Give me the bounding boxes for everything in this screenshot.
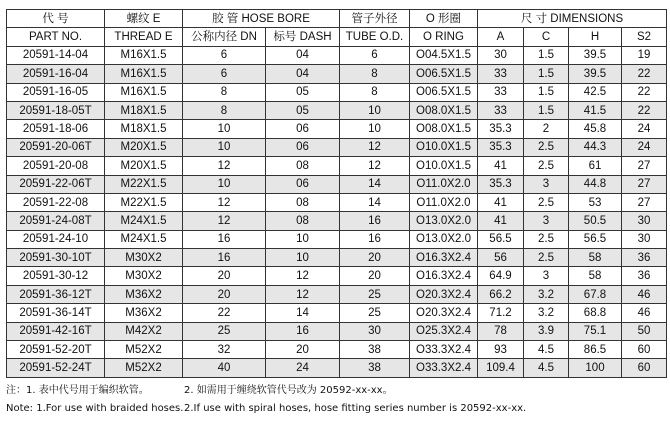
note-en-1: Note: 1.For use with braided hoses.: [6, 402, 184, 414]
cell-dn: 10: [183, 175, 266, 193]
cell-c: 2.5: [524, 157, 569, 175]
table-row: [7, 359, 667, 377]
header-a: A: [478, 28, 524, 46]
cell-part-no: 20591-14-04: [7, 46, 105, 64]
cell-h: 58: [569, 267, 622, 285]
cell-o-ring: O11.0X2.0: [410, 175, 478, 193]
cell-h: 41.5: [569, 101, 622, 119]
cell-o-ring: O10.0X1.5: [410, 157, 478, 175]
cell-h: 86.5: [569, 341, 622, 359]
header-tube-od: TUBE O.D.: [340, 28, 410, 46]
cell-part-no: 20591-20-06T: [7, 138, 105, 156]
cell-dash: 05: [266, 101, 340, 119]
table-row: [7, 341, 667, 359]
cell-h: 42.5: [569, 83, 622, 101]
cell-thread: M42X2: [105, 322, 183, 340]
cell-thread: M52X2: [105, 341, 183, 359]
cell-dn: 16: [183, 230, 266, 248]
table-row: [7, 267, 667, 285]
cell-c: 1.5: [524, 83, 569, 101]
cell-thread: M16X1.5: [105, 65, 183, 83]
header-dn: 公称内径 DN: [183, 28, 266, 46]
cell-a: 33: [478, 65, 524, 83]
cell-c: 4.5: [524, 341, 569, 359]
cell-tube-od: 14: [340, 175, 410, 193]
cell-c: 2.5: [524, 230, 569, 248]
cell-part-no: 20591-20-08: [7, 157, 105, 175]
cell-thread: M20X1.5: [105, 157, 183, 175]
cell-part-no: 20591-42-16T: [7, 322, 105, 340]
cell-a: 64.9: [478, 267, 524, 285]
cell-s2: 27: [622, 157, 667, 175]
cell-tube-od: 20: [340, 267, 410, 285]
cell-dn: 10: [183, 120, 266, 138]
cell-dash: 08: [266, 193, 340, 211]
header-o-ring-cn: O 形圈: [410, 10, 478, 28]
cell-s2: 27: [622, 175, 667, 193]
cell-o-ring: O13.0X2.0: [410, 212, 478, 230]
cell-part-no: 20591-22-08: [7, 193, 105, 211]
cell-o-ring: O33.3X2.4: [410, 359, 478, 377]
cell-a: 33: [478, 83, 524, 101]
cell-part-no: 20591-24-08T: [7, 212, 105, 230]
cell-s2: 22: [622, 65, 667, 83]
cell-part-no: 20591-22-06T: [7, 175, 105, 193]
cell-o-ring: O13.0X2.0: [410, 230, 478, 248]
cell-part-no: 20591-24-10: [7, 230, 105, 248]
cell-dash: 04: [266, 65, 340, 83]
cell-dash: 16: [266, 322, 340, 340]
spec-sheet: [6, 9, 666, 418]
cell-part-no: 20591-18-05T: [7, 101, 105, 119]
header-part-no-cn: 代 号: [7, 10, 105, 28]
cell-dash: 08: [266, 157, 340, 175]
cell-dn: 12: [183, 212, 266, 230]
cell-h: 58: [569, 249, 622, 267]
cell-thread: M16X1.5: [105, 46, 183, 64]
table-row: [7, 322, 667, 340]
cell-c: 3.2: [524, 304, 569, 322]
cell-dn: 8: [183, 101, 266, 119]
cell-thread: M18X1.5: [105, 120, 183, 138]
cell-h: 39.5: [569, 65, 622, 83]
cell-dash: 12: [266, 285, 340, 303]
header-h: H: [569, 28, 622, 46]
cell-o-ring: O16.3X2.4: [410, 267, 478, 285]
table-row: [7, 138, 667, 156]
cell-a: 66.2: [478, 285, 524, 303]
cell-thread: M24X1.5: [105, 212, 183, 230]
header-tube-od-cn: 管子外径: [340, 10, 410, 28]
cell-part-no: 20591-36-14T: [7, 304, 105, 322]
cell-o-ring: O08.0X1.5: [410, 101, 478, 119]
cell-o-ring: O04.5X1.5: [410, 46, 478, 64]
table-row: [7, 101, 667, 119]
table-row: [7, 212, 667, 230]
cell-tube-od: 6: [340, 46, 410, 64]
cell-s2: 36: [622, 267, 667, 285]
cell-tube-od: 8: [340, 65, 410, 83]
cell-dn: 8: [183, 83, 266, 101]
cell-dash: 06: [266, 120, 340, 138]
table-row: [7, 175, 667, 193]
cell-dn: 16: [183, 249, 266, 267]
cell-h: 45.8: [569, 120, 622, 138]
cell-tube-od: 38: [340, 341, 410, 359]
header-thread: THREAD E: [105, 28, 183, 46]
cell-s2: 50: [622, 322, 667, 340]
cell-s2: 46: [622, 304, 667, 322]
cell-a: 35.3: [478, 120, 524, 138]
cell-h: 75.1: [569, 322, 622, 340]
table-row: [7, 83, 667, 101]
cell-s2: 27: [622, 193, 667, 211]
cell-s2: 30: [622, 212, 667, 230]
cell-tube-od: 25: [340, 304, 410, 322]
cell-o-ring: O25.3X2.4: [410, 322, 478, 340]
fitting-spec-table: [6, 9, 667, 378]
cell-tube-od: 10: [340, 120, 410, 138]
table-row: [7, 285, 667, 303]
cell-tube-od: 14: [340, 193, 410, 211]
cell-part-no: 20591-36-12T: [7, 285, 105, 303]
cell-dash: 10: [266, 230, 340, 248]
cell-dash: 10: [266, 249, 340, 267]
cell-dash: 05: [266, 83, 340, 101]
cell-dn: 25: [183, 322, 266, 340]
cell-a: 56: [478, 249, 524, 267]
cell-dash: 24: [266, 359, 340, 377]
cell-a: 33: [478, 101, 524, 119]
cell-dash: 06: [266, 138, 340, 156]
cell-c: 3.2: [524, 285, 569, 303]
cell-a: 56.5: [478, 230, 524, 248]
cell-dn: 32: [183, 341, 266, 359]
note-row-en: [6, 400, 666, 418]
cell-s2: 60: [622, 341, 667, 359]
cell-dash: 20: [266, 341, 340, 359]
cell-s2: 24: [622, 120, 667, 138]
cell-c: 3: [524, 212, 569, 230]
cell-dn: 20: [183, 267, 266, 285]
note-en-2: 2.If use with spiral hoses, hose fitting series number is 20592-xx-xx.: [184, 402, 527, 414]
cell-tube-od: 30: [340, 322, 410, 340]
table-row: [7, 120, 667, 138]
cell-s2: 60: [622, 359, 667, 377]
cell-dash: 06: [266, 175, 340, 193]
header-dash: 标号 DASH: [266, 28, 340, 46]
cell-s2: 46: [622, 285, 667, 303]
cell-thread: M36X2: [105, 285, 183, 303]
cell-c: 2.5: [524, 138, 569, 156]
cell-s2: 30: [622, 230, 667, 248]
header-thread-cn: 螺纹 E: [105, 10, 183, 28]
cell-part-no: 20591-52-20T: [7, 341, 105, 359]
cell-tube-od: 12: [340, 138, 410, 156]
header-part-no: PART NO.: [7, 28, 105, 46]
cell-h: 68.8: [569, 304, 622, 322]
cell-thread: M30X2: [105, 267, 183, 285]
table-row: [7, 193, 667, 211]
cell-thread: M52X2: [105, 359, 183, 377]
table-body: [7, 46, 667, 377]
cell-thread: M20X1.5: [105, 138, 183, 156]
header-o-ring: O RING: [410, 28, 478, 46]
cell-o-ring: O06.5X1.5: [410, 65, 478, 83]
cell-a: 93: [478, 341, 524, 359]
cell-tube-od: 38: [340, 359, 410, 377]
cell-a: 71.2: [478, 304, 524, 322]
notes: [6, 382, 666, 418]
cell-tube-od: 8: [340, 83, 410, 101]
cell-s2: 36: [622, 249, 667, 267]
table-row: [7, 249, 667, 267]
cell-a: 41: [478, 193, 524, 211]
cell-part-no: 20591-16-05: [7, 83, 105, 101]
cell-c: 4.5: [524, 359, 569, 377]
cell-thread: M18X1.5: [105, 101, 183, 119]
cell-tube-od: 20: [340, 249, 410, 267]
cell-dn: 6: [183, 65, 266, 83]
cell-o-ring: O20.3X2.4: [410, 304, 478, 322]
table-row: [7, 304, 667, 322]
cell-h: 39.5: [569, 46, 622, 64]
cell-o-ring: O06.5X1.5: [410, 83, 478, 101]
cell-h: 44.3: [569, 138, 622, 156]
table-row: [7, 157, 667, 175]
cell-c: 3.9: [524, 322, 569, 340]
header-hose-bore: 胶 管 HOSE BORE: [183, 10, 340, 28]
cell-thread: M36X2: [105, 304, 183, 322]
cell-tube-od: 16: [340, 230, 410, 248]
cell-dn: 10: [183, 138, 266, 156]
cell-s2: 24: [622, 138, 667, 156]
cell-a: 35.3: [478, 175, 524, 193]
cell-o-ring: O10.0X1.5: [410, 138, 478, 156]
cell-tube-od: 10: [340, 101, 410, 119]
cell-h: 67.8: [569, 285, 622, 303]
cell-part-no: 20591-16-04: [7, 65, 105, 83]
cell-dash: 04: [266, 46, 340, 64]
note-row-cn: [6, 382, 666, 400]
cell-thread: M22X1.5: [105, 193, 183, 211]
cell-dn: 12: [183, 157, 266, 175]
cell-o-ring: O16.3X2.4: [410, 249, 478, 267]
note-cn-1: 注：1. 表中代号用于编织软管。: [6, 384, 149, 396]
cell-c: 1.5: [524, 65, 569, 83]
header-c: C: [524, 28, 569, 46]
cell-a: 30: [478, 46, 524, 64]
cell-part-no: 20591-18-06: [7, 120, 105, 138]
cell-a: 78: [478, 322, 524, 340]
cell-o-ring: O11.0X2.0: [410, 193, 478, 211]
cell-h: 53: [569, 193, 622, 211]
header-row-cn: [7, 10, 667, 28]
cell-part-no: 20591-30-10T: [7, 249, 105, 267]
table-row: [7, 230, 667, 248]
cell-dn: 20: [183, 285, 266, 303]
cell-o-ring: O08.0X1.5: [410, 120, 478, 138]
cell-part-no: 20591-30-12: [7, 267, 105, 285]
cell-tube-od: 25: [340, 285, 410, 303]
cell-tube-od: 12: [340, 157, 410, 175]
cell-c: 2.5: [524, 193, 569, 211]
header-dimensions: 尺 寸 DIMENSIONS: [478, 10, 667, 28]
cell-dash: 08: [266, 212, 340, 230]
cell-h: 100: [569, 359, 622, 377]
cell-a: 35.3: [478, 138, 524, 156]
cell-dash: 12: [266, 267, 340, 285]
cell-s2: 19: [622, 46, 667, 64]
cell-a: 41: [478, 157, 524, 175]
cell-o-ring: O33.3X2.4: [410, 341, 478, 359]
cell-dn: 6: [183, 46, 266, 64]
cell-c: 3: [524, 267, 569, 285]
cell-thread: M30X2: [105, 249, 183, 267]
cell-part-no: 20591-52-24T: [7, 359, 105, 377]
cell-tube-od: 16: [340, 212, 410, 230]
cell-c: 1.5: [524, 101, 569, 119]
cell-h: 50.5: [569, 212, 622, 230]
header-row-en: [7, 28, 667, 46]
cell-h: 44.8: [569, 175, 622, 193]
cell-dn: 22: [183, 304, 266, 322]
cell-thread: M16X1.5: [105, 83, 183, 101]
cell-a: 41: [478, 212, 524, 230]
note-cn-2: 2. 如需用于缠绕软管代号改为 20592-xx-xx。: [184, 384, 393, 396]
cell-c: 3: [524, 175, 569, 193]
table-row: [7, 46, 667, 64]
cell-dn: 12: [183, 193, 266, 211]
cell-h: 56.5: [569, 230, 622, 248]
cell-a: 109.4: [478, 359, 524, 377]
cell-thread: M24X1.5: [105, 230, 183, 248]
cell-dash: 14: [266, 304, 340, 322]
cell-c: 2: [524, 120, 569, 138]
table-row: [7, 65, 667, 83]
cell-c: 1.5: [524, 46, 569, 64]
cell-s2: 22: [622, 83, 667, 101]
cell-o-ring: O20.3X2.4: [410, 285, 478, 303]
cell-thread: M22X1.5: [105, 175, 183, 193]
cell-s2: 22: [622, 101, 667, 119]
cell-dn: 40: [183, 359, 266, 377]
cell-h: 61: [569, 157, 622, 175]
header-s2: S2: [622, 28, 667, 46]
cell-c: 2.5: [524, 249, 569, 267]
